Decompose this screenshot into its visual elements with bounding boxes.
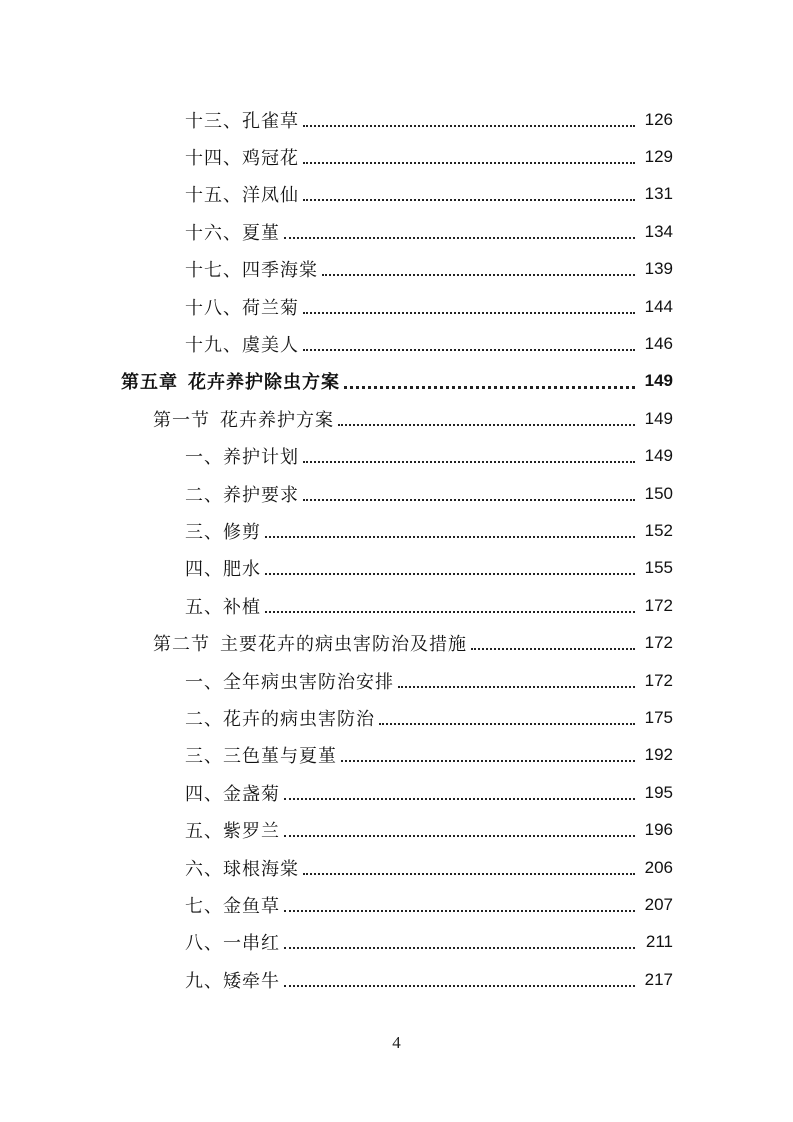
toc-entry-page: 211 (645, 932, 673, 952)
toc-entry-text: 二、养护要求 (185, 484, 299, 506)
toc-entry-item[interactable] (0, 512, 793, 549)
dot-leader (303, 873, 635, 875)
toc-entry-title (185, 256, 318, 282)
toc-entry-page: 192 (644, 745, 673, 765)
table-of-contents (0, 101, 793, 998)
dot-leader (303, 312, 635, 314)
dot-leader (284, 798, 635, 800)
toc-entry-page: 129 (644, 147, 673, 167)
toc-entry-text: 二、花卉的病虫害防治 (185, 708, 375, 730)
dot-leader (303, 162, 635, 164)
toc-entry-chapter[interactable] (0, 363, 793, 400)
toc-entry-text: 主要花卉的病虫害防治及措施 (220, 634, 467, 656)
toc-entry-label: 第一节 (153, 409, 210, 431)
toc-entry-text: 五、紫罗兰 (185, 821, 280, 843)
toc-entry-page: 207 (644, 894, 673, 914)
toc-entry-title (185, 593, 261, 619)
toc-entry-text: 九、矮牵牛 (185, 970, 280, 992)
toc-entry-item[interactable] (0, 176, 793, 213)
toc-entry-text: 十六、夏堇 (185, 222, 280, 244)
dot-leader (303, 199, 635, 201)
toc-entry-item[interactable] (0, 699, 793, 736)
dot-leader (322, 274, 635, 276)
toc-entry-item[interactable] (0, 849, 793, 886)
toc-entry-item[interactable] (0, 213, 793, 250)
toc-entry-text: 十七、四季海棠 (185, 260, 318, 282)
dot-leader (284, 910, 635, 912)
toc-entry-text: 四、金盏菊 (185, 783, 280, 805)
toc-entry-title (185, 780, 280, 806)
page-number: 4 (392, 1033, 401, 1052)
toc-entry-title (185, 107, 299, 133)
toc-entry-text: 十三、孔雀草 (185, 110, 299, 132)
dot-leader (303, 461, 635, 463)
toc-entry-page: 139 (644, 259, 673, 279)
toc-entry-title (185, 929, 280, 955)
toc-entry-item[interactable] (0, 587, 793, 624)
toc-entry-page: 149 (644, 408, 673, 428)
toc-entry-page: 150 (644, 483, 673, 503)
toc-entry-text: 十五、洋凤仙 (185, 185, 299, 207)
toc-entry-label: 第五章 (121, 372, 178, 394)
dot-leader (303, 125, 635, 127)
dot-leader (265, 536, 635, 538)
toc-entry-page: 206 (644, 857, 673, 877)
toc-entry-item[interactable] (0, 550, 793, 587)
dot-leader (338, 424, 635, 426)
toc-entry-item[interactable] (0, 737, 793, 774)
toc-entry-text: 八、一串红 (185, 933, 280, 955)
dot-leader (398, 686, 635, 688)
toc-entry-title (185, 518, 261, 544)
toc-entry-page: 152 (644, 520, 673, 540)
toc-entry-text: 十四、鸡冠花 (185, 148, 299, 170)
toc-entry-page: 126 (644, 109, 673, 129)
toc-entry-page: 196 (644, 820, 673, 840)
toc-entry-page: 149 (644, 371, 673, 391)
toc-entry-text: 一、全年病虫害防治安排 (185, 671, 394, 693)
toc-entry-section[interactable] (0, 400, 793, 437)
toc-entry-page: 144 (644, 296, 673, 316)
toc-entry-page: 172 (644, 670, 673, 690)
toc-entry-title (185, 144, 299, 170)
toc-entry-text: 十九、虞美人 (185, 335, 299, 357)
toc-entry-title (185, 892, 280, 918)
toc-entry-title (121, 368, 340, 394)
toc-entry-page: 146 (644, 334, 673, 354)
toc-entry-text: 一、养护计划 (185, 447, 299, 469)
toc-entry-item[interactable] (0, 475, 793, 512)
toc-entry-title (185, 668, 394, 694)
toc-entry-item[interactable] (0, 438, 793, 475)
toc-entry-page: 195 (644, 782, 673, 802)
toc-entry-title (185, 705, 375, 731)
toc-entry-title (185, 481, 299, 507)
toc-entry-title (185, 967, 280, 993)
toc-entry-text: 五、补植 (185, 596, 261, 618)
toc-entry-text: 三、三色堇与夏堇 (185, 746, 337, 768)
dot-leader (265, 573, 635, 575)
toc-entry-item[interactable] (0, 811, 793, 848)
toc-entry-text: 三、修剪 (185, 521, 261, 543)
toc-entry-title (185, 855, 299, 881)
dot-leader (341, 760, 635, 762)
dot-leader (265, 611, 635, 613)
dot-leader (284, 985, 635, 987)
toc-entry-text: 六、球根海棠 (185, 858, 299, 880)
dot-leader (303, 349, 635, 351)
toc-entry-item[interactable] (0, 662, 793, 699)
toc-entry-title (153, 630, 467, 656)
toc-entry-page: 172 (644, 633, 673, 653)
toc-entry-text: 花卉养护方案 (220, 409, 334, 431)
toc-entry-item[interactable] (0, 774, 793, 811)
dot-leader (284, 947, 635, 949)
toc-entry-title (153, 406, 334, 432)
toc-entry-title (185, 294, 299, 320)
toc-entry-item[interactable] (0, 924, 793, 961)
toc-entry-section[interactable] (0, 624, 793, 661)
toc-entry-title (185, 331, 299, 357)
toc-entry-item[interactable] (0, 101, 793, 138)
toc-entry-title (185, 443, 299, 469)
toc-entry-page: 175 (644, 707, 673, 727)
toc-entry-page: 217 (644, 969, 673, 989)
dot-leader (284, 835, 635, 837)
toc-entry-item[interactable] (0, 325, 793, 362)
toc-entry-text: 花卉养护除虫方案 (188, 372, 340, 394)
toc-entry-page: 134 (644, 221, 673, 241)
toc-entry-text: 十八、荷兰菊 (185, 297, 299, 319)
dot-leader (379, 723, 635, 725)
toc-entry-item[interactable] (0, 138, 793, 175)
toc-entry-item[interactable] (0, 886, 793, 923)
toc-entry-title (185, 555, 261, 581)
toc-entry-title (185, 742, 337, 768)
toc-entry-title (185, 181, 299, 207)
toc-entry-item[interactable] (0, 288, 793, 325)
toc-entry-page: 172 (644, 595, 673, 615)
toc-entry-page: 155 (644, 558, 673, 578)
toc-entry-title (185, 817, 280, 843)
toc-entry-text: 七、金鱼草 (185, 895, 280, 917)
toc-entry-title (185, 219, 280, 245)
toc-entry-page: 149 (644, 446, 673, 466)
toc-entry-text: 四、肥水 (185, 559, 261, 581)
toc-entry-page: 131 (644, 184, 673, 204)
toc-entry-item[interactable] (0, 961, 793, 998)
dot-leader (471, 648, 635, 650)
dot-leader (284, 237, 635, 239)
toc-entry-item[interactable] (0, 251, 793, 288)
dot-leader (303, 499, 635, 501)
toc-entry-label: 第二节 (153, 634, 210, 656)
dot-leader (344, 386, 635, 389)
